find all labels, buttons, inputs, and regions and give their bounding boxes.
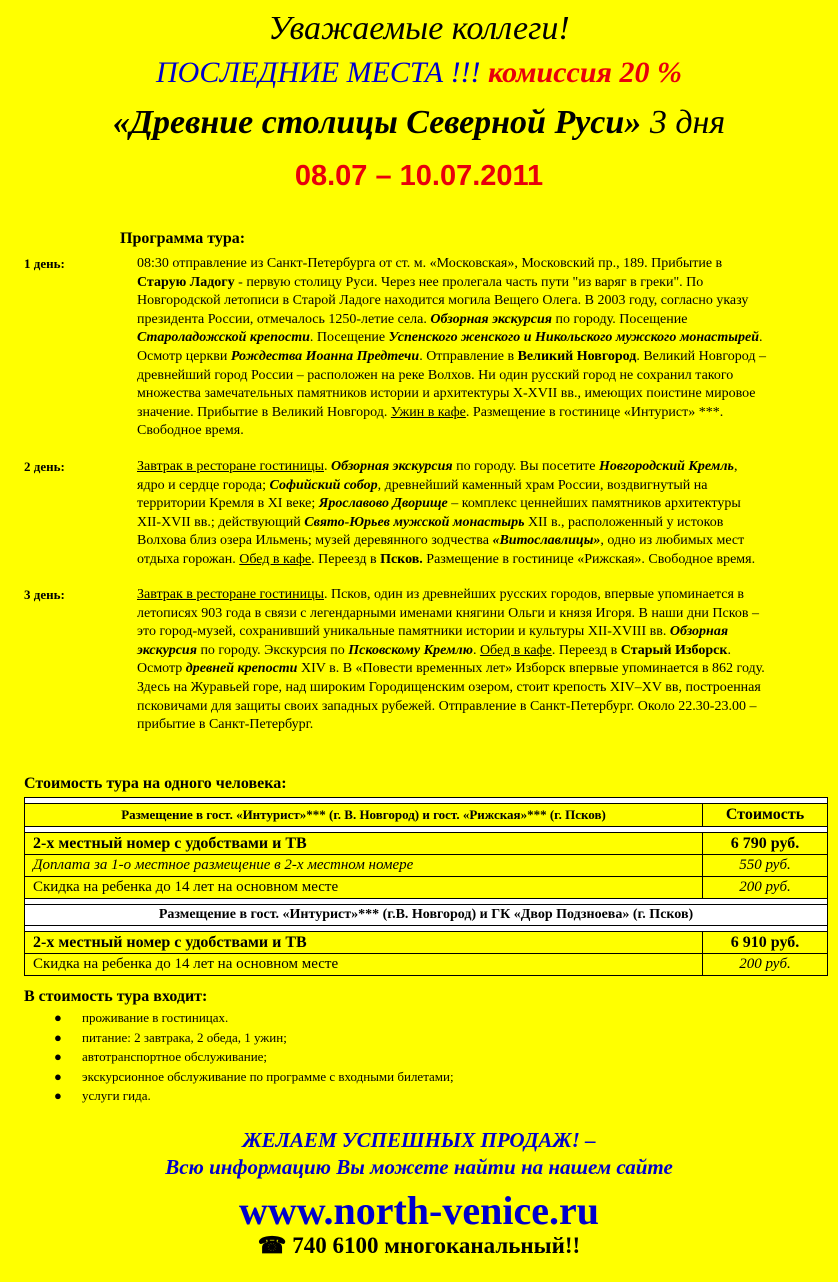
room-price: 200 руб. xyxy=(703,877,828,899)
bullet-icon: ● xyxy=(54,1088,62,1103)
section-header-row xyxy=(25,905,828,926)
room-price: 6 910 руб. xyxy=(703,932,828,954)
exclaim-text: !!! xyxy=(443,56,481,89)
phone-icon: ☎ xyxy=(257,1233,287,1258)
room-label: Доплата за 1-о местное размещение в 2-х местном номере xyxy=(25,855,703,877)
table-row xyxy=(25,954,828,976)
room-price: 550 руб. xyxy=(703,855,828,877)
program-title: Программа тура: xyxy=(120,230,246,247)
day-2-description: Завтрак в ресторане гостиницы. Обзорная экскурсия по городу. Вы посетите Новгородский Кремль, ядро и сердце города; Софийский собор, древнейший каменный храм России, воздвигнутый на территории Кремля в XI веке; Ярославово Дворище – комплекс ценнейших памятников архитектуры XII-XVII вв.; действующий Свято-Юрьев мужской монастырь XII в., расположенный у истоков Волхова близ озера Ильмень; музей деревянного зодчества «Витославлицы», одно из любимых мест отдыха горожан. Обед в кафе. Переезд в Псков. Размещение в гостинице «Рижская». Свободное время. xyxy=(137,459,756,567)
last-places-line xyxy=(0,56,838,90)
commission-text: комиссия 20 % xyxy=(488,56,682,89)
list-item: ● экскурсионное обслуживание по программе с входными билетами; xyxy=(50,1067,454,1087)
bullet-icon: ● xyxy=(54,1029,62,1045)
included-title: В стоимость тура входит: xyxy=(24,988,208,1005)
phone-line xyxy=(0,1233,838,1259)
day-1-description: 08:30 отправление из Санкт-Петербурга от ст. м. «Московская», Московский пр., 189. Прибытие в Старую Ладогу - первую столицу Руси. Через нее пролегала часть пути "из варяг в греки". По Новгородской летописи в Старой Ладоге находится могила Вещего Олега. В 2003 году, согласно указу президента России, отмечалось 1250-летие села. Обзорная экскурсия по городу. Посещение Староладожской крепости. Посещение Успенского женского и Никольского мужского монастырей. Осмотр церкви Рождества Иоанна Предтечи. Отправление в Великий Новгород. Великий Новгород – древнейший город России – расположен на реке Волхов. Ни один русский город не сохранил такого множества замечательных памятников истории и архитектуры X-XVII вв., имеющих поистине мировое значение. Прибытие в Великий Новгород. Ужин в кафе. Размещение в гостинице «Интурист» ***. Свободное время. xyxy=(137,256,766,439)
room-price: 200 руб. xyxy=(703,954,828,976)
day-3-label: 3 день: xyxy=(24,587,65,602)
price-table xyxy=(24,797,828,976)
table-row xyxy=(25,833,828,855)
list-item: ● проживание в гостиницах. xyxy=(50,1008,454,1028)
tour-name: «Древние столицы Северной Руси» xyxy=(112,104,642,141)
tour-dates: 08.07 – 10.07.2011 xyxy=(294,160,544,192)
accommodation-section-2: Размещение в гост. «Интурист»*** (г.В. Новгород) и ГК «Двор Подзноева» (г. Псков) xyxy=(25,905,828,926)
table-row xyxy=(25,932,828,954)
last-places-text: ПОСЛЕДНИЕ МЕСТА xyxy=(156,56,444,89)
table-row xyxy=(25,877,828,899)
accommodation-header: Размещение в гост. «Интурист»*** (г. В. Новгород) и гост. «Рижская»*** (г. Псков) xyxy=(25,804,703,827)
cost-title: Стоимость тура на одного человека: xyxy=(24,775,287,792)
room-label: 2-х местный номер с удобствами и ТВ xyxy=(25,833,703,855)
tour-title xyxy=(0,104,838,142)
bullet-icon: ● xyxy=(54,1049,62,1064)
price-header-row xyxy=(25,804,828,827)
day-3-description: Завтрак в ресторане гостиницы. Псков, один из древнейших русских городов, впервые упоминается в летописях 903 года в связи с легендарными именами княгини Ольги и князя Игоря. В наши дни Псков – это город-музей, сохранивший уникальные памятники истории и культуры XII-XVIII вв. Обзорная экскурсия по городу. Экскурсия по Псковскому Кремлю. Обед в кафе. Переезд в Старый Изборск. Осмотр древней крепости XIV в. В «Повести временных лет» Изборск впервые упоминается в 862 году. Здесь на Журавьей горе, над широким Городищенским озером, стоит крепость XIV–XV вв, построенная псковичами для защиты своих западных рубежей. Отправление в Санкт-Петербург. Около 22.30-23.00 – прибытие в Санкт-Петербург. xyxy=(137,587,765,733)
phone-number: 740 6100 многоканальный!! xyxy=(292,1233,581,1258)
room-price: 6 790 руб. xyxy=(703,833,828,855)
day-2-label: 2 день: xyxy=(24,459,65,474)
included-list xyxy=(50,1008,454,1106)
bullet-icon: ● xyxy=(54,1010,62,1025)
list-item: ● услуги гида. xyxy=(50,1086,454,1106)
wish-text: ЖЕЛАЕМ УСПЕШНЫХ ПРОДАЖ! – xyxy=(242,1128,596,1152)
list-item: ● автотранспортное обслуживание; xyxy=(50,1047,454,1067)
day-1-label: 1 день: xyxy=(24,256,65,271)
table-row xyxy=(25,855,828,877)
bullet-icon: ● xyxy=(54,1068,62,1084)
cost-header: Стоимость xyxy=(703,804,828,827)
room-label: Скидка на ребенка до 14 лет на основном месте xyxy=(25,954,703,976)
website-link[interactable]: www.north-venice.ru xyxy=(239,1188,599,1233)
greeting-heading: Уважаемые коллеги! xyxy=(268,10,570,47)
room-label: Скидка на ребенка до 14 лет на основном месте xyxy=(25,877,703,899)
list-item: ● питание: 2 завтрака, 2 обеда, 1 ужин; xyxy=(50,1028,454,1048)
info-text: Всю информацию Вы можете найти на нашем сайте xyxy=(165,1155,673,1179)
room-label: 2-х местный номер с удобствами и ТВ xyxy=(25,932,703,954)
tour-days: 3 дня xyxy=(641,104,726,141)
